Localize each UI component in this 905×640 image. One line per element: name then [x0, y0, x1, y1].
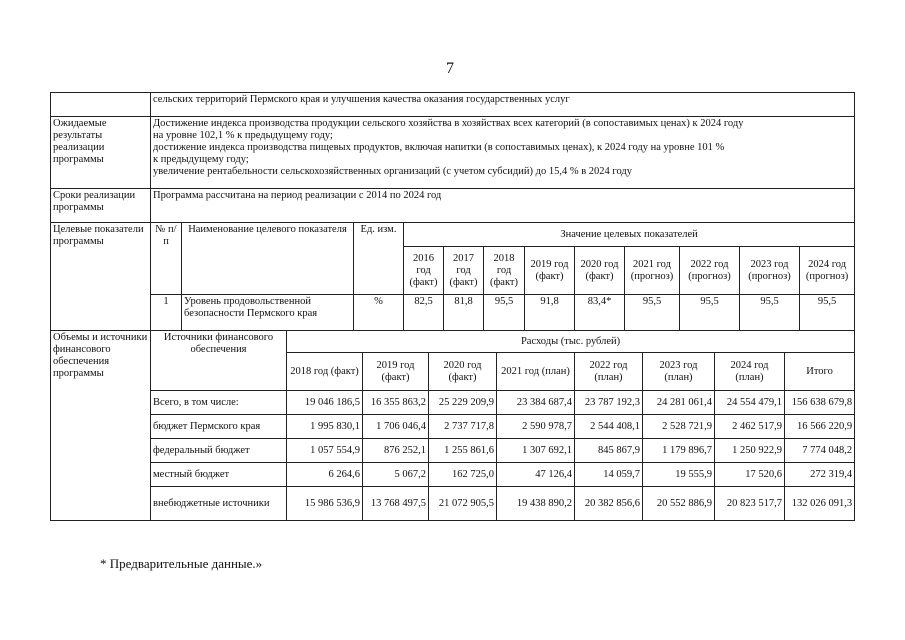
financing-year-header: 2020 год (факт) — [429, 353, 497, 391]
target-name: Уровень продовольственной безопасности Пермского края — [182, 295, 354, 331]
target-year-header: 2017 год (факт) — [444, 247, 484, 295]
financing-value: 1 706 046,4 — [363, 415, 429, 439]
financing-value: 2 462 517,9 — [715, 415, 785, 439]
targets-table — [50, 222, 855, 331]
target-year-header: 2023 год (прогноз) — [740, 247, 800, 295]
expected-results-label: Ожидаемые результаты реализации программы — [51, 117, 151, 189]
targets-col-unit: Ед. изм. — [354, 223, 404, 295]
financing-value: 14 059,7 — [575, 463, 643, 487]
target-year-header: 2020 год (факт) — [575, 247, 625, 295]
page-number: 7 — [446, 60, 454, 77]
target-value: 95,5 — [484, 295, 525, 331]
financing-value: 132 026 091,3 — [785, 487, 855, 521]
financing-value: 23 384 687,4 — [497, 391, 575, 415]
top-row — [51, 93, 855, 117]
financing-value: 17 520,6 — [715, 463, 785, 487]
financing-value: 845 867,9 — [575, 439, 643, 463]
financing-value: 21 072 905,5 — [429, 487, 497, 521]
financing-source: внебюджетные источники — [151, 487, 287, 521]
top-row-text: сельских территорий Пермского края и улучшения качества оказания государственных услуг — [151, 93, 855, 117]
table-row — [51, 439, 855, 463]
financing-value: 19 046 186,5 — [287, 391, 363, 415]
terms-label: Сроки реализации программы — [51, 189, 151, 223]
target-year-header: 2016 год (факт) — [404, 247, 444, 295]
financing-value: 19 555,9 — [643, 463, 715, 487]
financing-year-header: 2019 год (факт) — [363, 353, 429, 391]
financing-year-header: 2023 год (план) — [643, 353, 715, 391]
terms-row — [51, 189, 855, 223]
target-unit: % — [354, 295, 404, 331]
target-value: 81,8 — [444, 295, 484, 331]
financing-value: 15 986 536,9 — [287, 487, 363, 521]
financing-label: Объемы и источники финансового обеспечения программы — [51, 331, 151, 521]
financing-value: 162 725,0 — [429, 463, 497, 487]
financing-value: 2 590 978,7 — [497, 415, 575, 439]
financing-value: 2 737 717,8 — [429, 415, 497, 439]
financing-source: федеральный бюджет — [151, 439, 287, 463]
financing-year-header: 2021 год (план) — [497, 353, 575, 391]
table-row — [51, 487, 855, 521]
financing-value: 5 067,2 — [363, 463, 429, 487]
financing-header-row — [51, 331, 855, 353]
financing-value: 1 250 922,9 — [715, 439, 785, 463]
target-year-header: 2022 год (прогноз) — [680, 247, 740, 295]
financing-value: 1 307 692,1 — [497, 439, 575, 463]
target-year-header: 2021 год (прогноз) — [625, 247, 680, 295]
financing-value: 272 319,4 — [785, 463, 855, 487]
financing-source: местный бюджет — [151, 463, 287, 487]
financing-value: 25 229 209,9 — [429, 391, 497, 415]
financing-value: 16 566 220,9 — [785, 415, 855, 439]
target-value: 91,8 — [525, 295, 575, 331]
financing-value: 2 528 721,9 — [643, 415, 715, 439]
financing-value: 7 774 048,2 — [785, 439, 855, 463]
financing-value: 19 438 890,2 — [497, 487, 575, 521]
expected-results-line: на уровне 102,1 % к предыдущему году; — [153, 130, 333, 141]
financing-year-header: 2024 год (план) — [715, 353, 785, 391]
financing-value: 24 554 479,1 — [715, 391, 785, 415]
financing-col-expenses: Расходы (тыс. рублей) — [287, 331, 855, 353]
expected-results-row — [51, 117, 855, 189]
table-row — [51, 463, 855, 487]
financing-value: 1 995 830,1 — [287, 415, 363, 439]
expected-results-line: Достижение индекса производства продукции сельского хозяйства в хозяйствах всех категорий (в сопоставимых ценах) к 2024 году — [153, 118, 744, 129]
financing-source: Всего, в том числе: — [151, 391, 287, 415]
target-num: 1 — [151, 295, 182, 331]
expected-results-line: к предыдущему году; — [153, 154, 249, 165]
financing-value: 20 382 856,6 — [575, 487, 643, 521]
expected-results-line: достижение индекса производства пищевых продуктов, включая напитки (в сопоставимых ценах), к 2024 году на уровне 101 % — [153, 142, 725, 153]
financing-value: 24 281 061,4 — [643, 391, 715, 415]
targets-label: Целевые показатели программы — [51, 223, 151, 331]
financing-year-header: Итого — [785, 353, 855, 391]
financing-value: 876 252,1 — [363, 439, 429, 463]
table-row — [51, 391, 855, 415]
financing-value: 47 126,4 — [497, 463, 575, 487]
target-value: 95,5 — [680, 295, 740, 331]
financing-year-header: 2018 год (факт) — [287, 353, 363, 391]
financing-col-source: Источники финансового обеспечения — [151, 331, 287, 391]
financing-value: 1 057 554,9 — [287, 439, 363, 463]
financing-value: 156 638 679,8 — [785, 391, 855, 415]
table-row — [51, 295, 855, 331]
targets-header-row — [51, 223, 855, 247]
target-year-header: 2018 год (факт) — [484, 247, 525, 295]
financing-table — [50, 330, 855, 521]
table-row — [51, 415, 855, 439]
passport-table — [50, 92, 854, 521]
target-value: 83,4* — [575, 295, 625, 331]
target-value: 95,5 — [625, 295, 680, 331]
financing-value: 20 552 886,9 — [643, 487, 715, 521]
target-value: 95,5 — [740, 295, 800, 331]
financing-value: 16 355 863,2 — [363, 391, 429, 415]
targets-col-values: Значение целевых показателей — [404, 223, 855, 247]
target-year-header: 2024 год (прогноз) — [800, 247, 855, 295]
financing-value: 1 255 861,6 — [429, 439, 497, 463]
financing-source: бюджет Пермского края — [151, 415, 287, 439]
financing-value: 2 544 408,1 — [575, 415, 643, 439]
target-value: 82,5 — [404, 295, 444, 331]
financing-value: 13 768 497,5 — [363, 487, 429, 521]
targets-col-num: № п/п — [151, 223, 182, 295]
target-year-header: 2019 год (факт) — [525, 247, 575, 295]
passport-text-table — [50, 92, 855, 223]
financing-value: 1 179 896,7 — [643, 439, 715, 463]
expected-results-text — [151, 117, 855, 189]
financing-value: 23 787 192,3 — [575, 391, 643, 415]
financing-year-header: 2022 год (план) — [575, 353, 643, 391]
financing-value: 6 264,6 — [287, 463, 363, 487]
expected-results-line: увеличение рентабельности сельскохозяйственных организаций (с учетом субсидий) до 15,4 % в 2024 году — [153, 166, 632, 177]
targets-col-name: Наименование целевого показателя — [182, 223, 354, 295]
financing-value: 20 823 517,7 — [715, 487, 785, 521]
footnote: * Предварительные данные.» — [100, 556, 263, 571]
terms-text: Программа рассчитана на период реализации с 2014 по 2024 год — [151, 189, 855, 223]
target-value: 95,5 — [800, 295, 855, 331]
